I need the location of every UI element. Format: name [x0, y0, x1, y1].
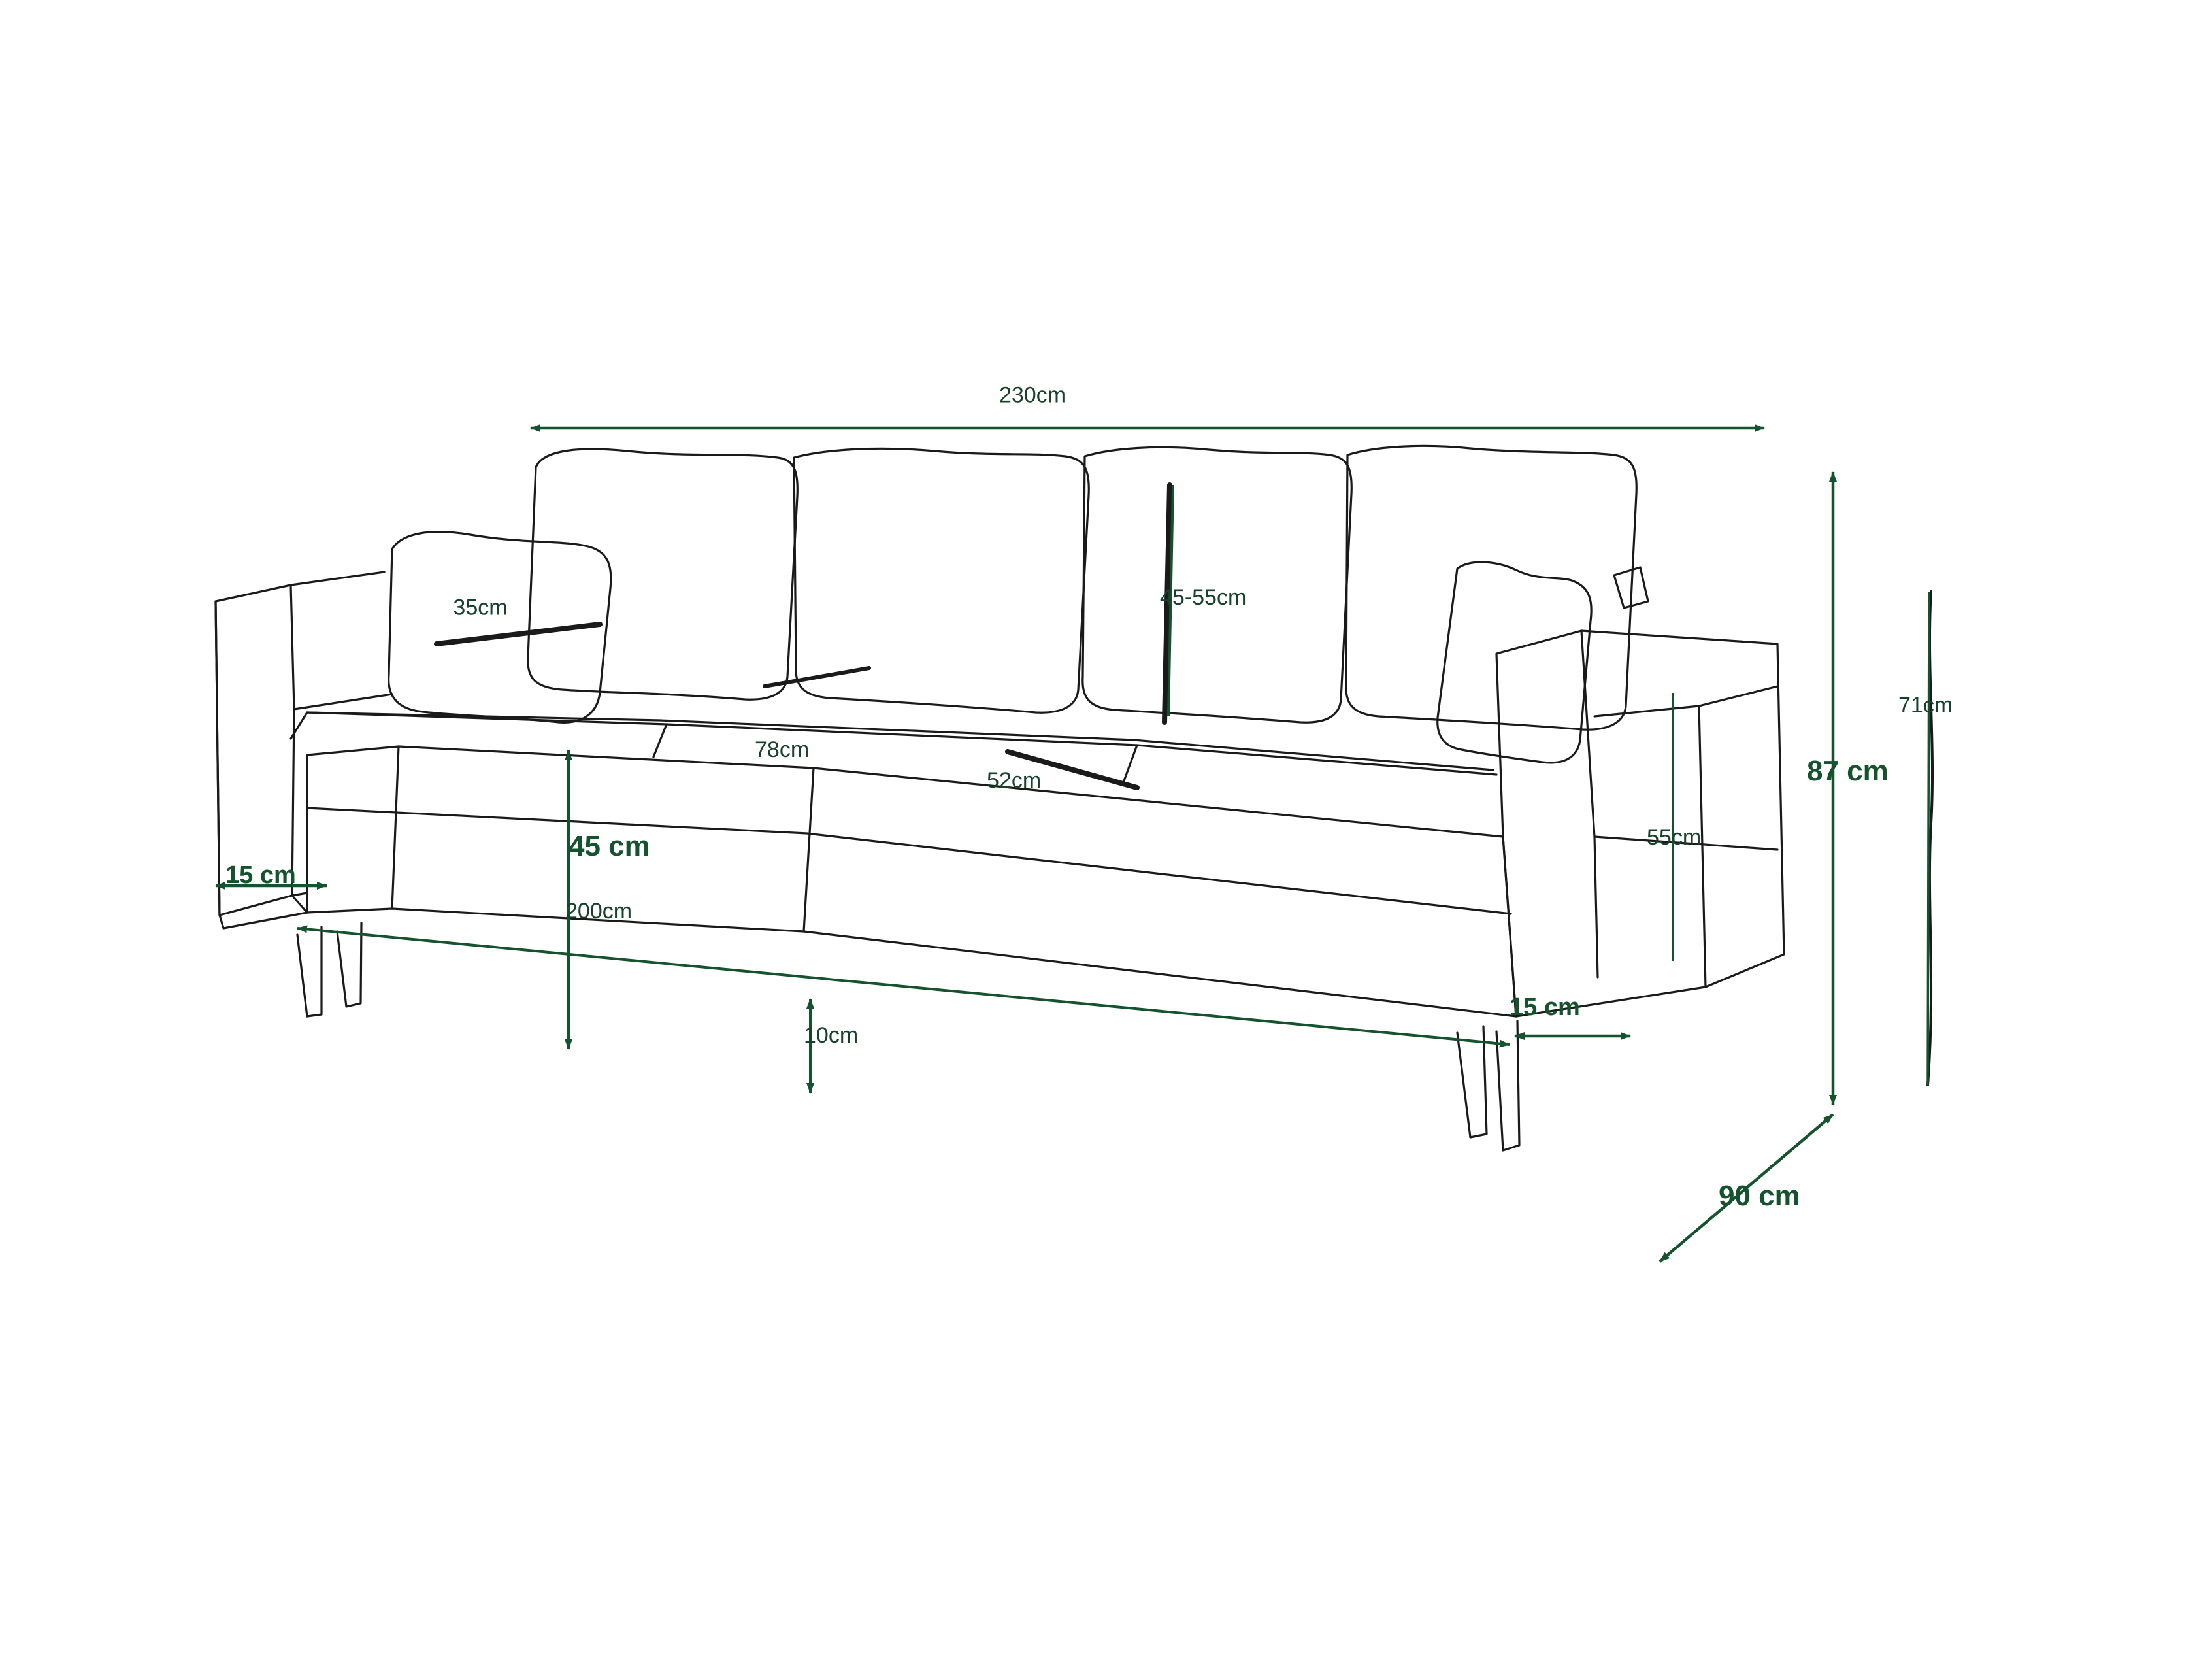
dimension-label-overall-height: 87 cm	[1807, 755, 1889, 787]
dimension-label-arm-width-left: 15 cm	[225, 862, 296, 889]
dimension-label-overall-depth: 90 cm	[1719, 1180, 1800, 1212]
dimline-inner-seat-width	[297, 928, 1510, 1045]
dimline-back-height-side	[1928, 592, 1929, 1085]
dimension-label-arm-width-right: 15 cm	[1510, 994, 1580, 1021]
dimension-label-inner-seat-width: 200cm	[565, 899, 633, 924]
dimension-label-back-height-side: 71cm	[1898, 693, 1953, 718]
sofa-outline	[216, 446, 1932, 1150]
dimension-label-leg-height: 10cm	[804, 1023, 859, 1048]
dimension-label-seat-depth-left: 78cm	[755, 737, 810, 762]
dimension-label-small-cushion-width: 35cm	[453, 595, 508, 620]
dimension-label-seat-height: 45 cm	[569, 830, 650, 862]
dimension-label-back-cushion-height: 45-55cm	[1160, 585, 1247, 610]
dimension-label-overall-width: 230cm	[999, 382, 1066, 408]
dimension-label-arm-height: 55cm	[1647, 825, 1702, 850]
dimension-label-seat-depth-right: 52cm	[987, 768, 1042, 793]
